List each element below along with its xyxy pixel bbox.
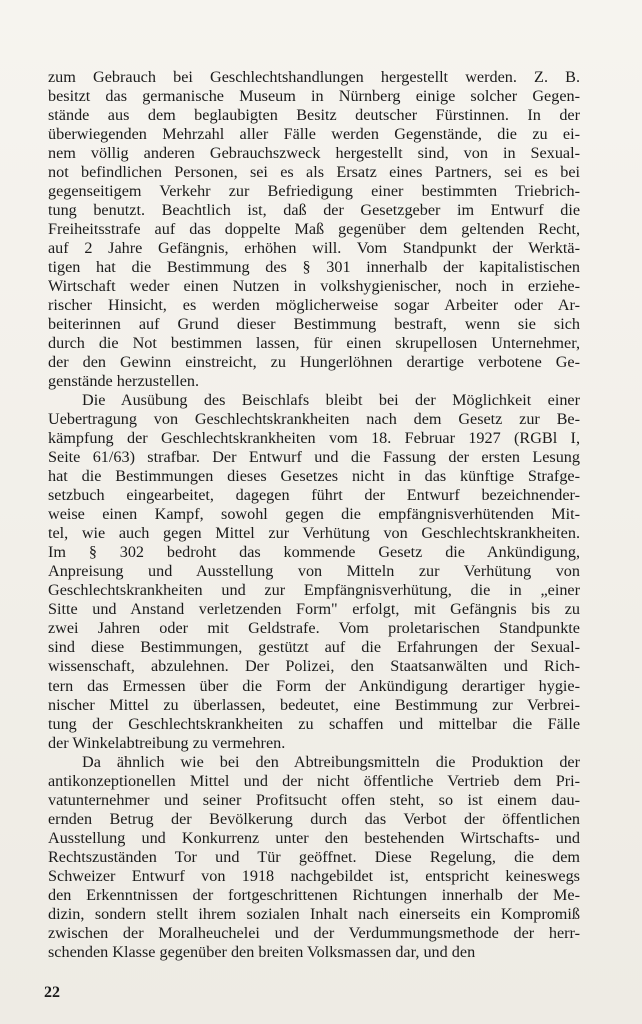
text-line: Wirtschaft weder einen Nutzen in volkshygienischer, noch in erziehe-: [48, 277, 580, 296]
text-line: Die Ausübung des Beischlafs bleibt bei der Möglichkeit einer: [82, 391, 580, 410]
text-line: Geschlechtskrankheiten und zur Empfängnisverhütung, die in „einer: [48, 581, 580, 600]
text-line: setzbuch eingearbeitet, dagegen führt der Entwurf bezeichnender-: [48, 486, 580, 505]
text-line: genstände herzustellen.: [48, 372, 200, 391]
text-line: vatunternehmer und seiner Profitsucht offen steht, so ist einem dau-: [48, 790, 580, 809]
text-line: antikonzeptionellen Mittel und der nicht öffentliche Vertrieb dem Pri-: [48, 771, 580, 790]
text-line: Rechtszuständen Tor und Tür geöffnet. Diese Regelung, die dem: [48, 847, 580, 866]
page-number: 22: [44, 984, 60, 1001]
text-line: tung der Geschlechtskrankheiten zu schaffen und mittelbar die Fälle: [48, 714, 580, 733]
text-line: ernden Betrug der Bevölkerung durch das Verbot der öffentlichen: [48, 809, 580, 828]
text-line: überwiegenden Mehrzahl aller Fälle werden Gegenstände, die zu ei-: [48, 125, 580, 144]
text-line: Da ähnlich wie bei den Abtreibungsmitteln die Produktion der: [82, 752, 580, 771]
text-line: Uebertragung von Geschlechtskrankheiten nach dem Gesetz zur Be-: [48, 410, 580, 429]
text-line: not befindlichen Personen, sei es als Ersatz eines Partners, sei es bei: [48, 163, 580, 182]
text-line: hat die Bestimmungen dieses Gesetzes nicht in das künftige Strafge-: [48, 467, 580, 486]
text-line: zum Gebrauch bei Geschlechtshandlungen hergestellt werden. Z. B.: [48, 68, 580, 86]
paragraph: [48, 753, 580, 962]
text-line: weise einen Kampf, sowohl gegen die empfängnisverhütenden Mit-: [48, 505, 580, 524]
text-line: Im § 302 bedroht das kommende Gesetz die Ankündigung,: [48, 543, 580, 562]
text-line: auf 2 Jahre Gefängnis, erhöhen will. Vom Standpunkt der Werktä-: [48, 239, 580, 258]
text-line: beiterinnen auf Grund dieser Bestimmung bestraft, wenn sie sich: [48, 315, 580, 334]
text-line: tern das Ermessen über die Form der Ankündigung derartiger hygie-: [48, 676, 580, 695]
text-line: Anpreisung und Ausstellung von Mitteln zur Verhütung von: [48, 562, 580, 581]
text-line: Ausstellung und Konkurrenz unter den bestehenden Wirtschafts- und: [48, 828, 580, 847]
text-line: Freiheitsstrafe auf das doppelte Maß gegenüber dem geltenden Recht,: [48, 220, 580, 239]
text-line: kämpfung der Geschlechtskrankheiten vom 18. Februar 1927 (RGBl I,: [48, 429, 580, 448]
body-text: [48, 68, 580, 962]
text-line: der den Gewinn einstreicht, zu Hungerlöhnen derartige verbotene Ge-: [48, 353, 580, 372]
paragraph: [48, 391, 580, 752]
text-line: rischer Hinsicht, es werden möglicherweise sogar Arbeiter oder Ar-: [48, 296, 580, 315]
text-line: Sitte und Anstand verletzenden Form" erfolgt, mit Gefängnis bis zu: [48, 600, 580, 619]
text-line: wissenschaft, abzulehnen. Der Polizei, den Staatsanwälten und Rich-: [48, 657, 580, 676]
text-line: gegenseitigem Verkehr zur Befriedigung einer bestimmten Triebrich-: [48, 182, 580, 201]
text-line: besitzt das germanische Museum in Nürnberg einige solcher Gegen-: [48, 87, 580, 106]
text-line: den Erkenntnissen der fortgeschrittenen Richtungen innerhalb der Me-: [48, 885, 580, 904]
text-line: Seite 61/63) strafbar. Der Entwurf und die Fassung der ersten Lesung: [48, 448, 580, 467]
text-line: der Winkelabtreibung zu vermehren.: [48, 733, 286, 752]
text-line: stände aus dem beglaubigten Besitz deutscher Fürstinnen. In der: [48, 106, 580, 125]
text-line: zwischen der Moralheuchelei und der Verdummungsmethode der herr-: [48, 923, 580, 942]
text-line: zwei Jahren oder mit Geldstrafe. Vom proletarischen Standpunkte: [48, 619, 580, 638]
text-line: dizin, sondern stellt ihrem sozialen Inhalt nach einerseits ein Kompromiß: [48, 904, 580, 923]
text-line: schenden Klasse gegenüber den breiten Volksmassen dar, und den: [48, 942, 476, 961]
text-line: tel, wie auch gegen Mittel zur Verhütung von Geschlechtskrankheiten.: [48, 524, 580, 543]
paragraph: [48, 68, 580, 391]
text-line: Schweizer Entwurf von 1918 nachgebildet ist, entspricht keineswegs: [48, 866, 580, 885]
text-line: tung benutzt. Beachtlich ist, daß der Gesetzgeber im Entwurf die: [48, 201, 580, 220]
text-line: tigen hat die Bestimmung des § 301 innerhalb der kapitalistischen: [48, 258, 580, 277]
text-line: durch die Not bestimmen lassen, für einen skrupellosen Unternehmer,: [48, 334, 580, 353]
text-line: nem völlig anderen Gebrauchszweck hergestellt sind, von in Sexual-: [48, 144, 580, 163]
text-line: nischer Mittel zu überlassen, bedeutet, eine Bestimmung zur Verbrei-: [48, 695, 580, 714]
text-line: sind diese Bestimmungen, gestützt auf die Erfahrungen der Sexual-: [48, 638, 580, 657]
